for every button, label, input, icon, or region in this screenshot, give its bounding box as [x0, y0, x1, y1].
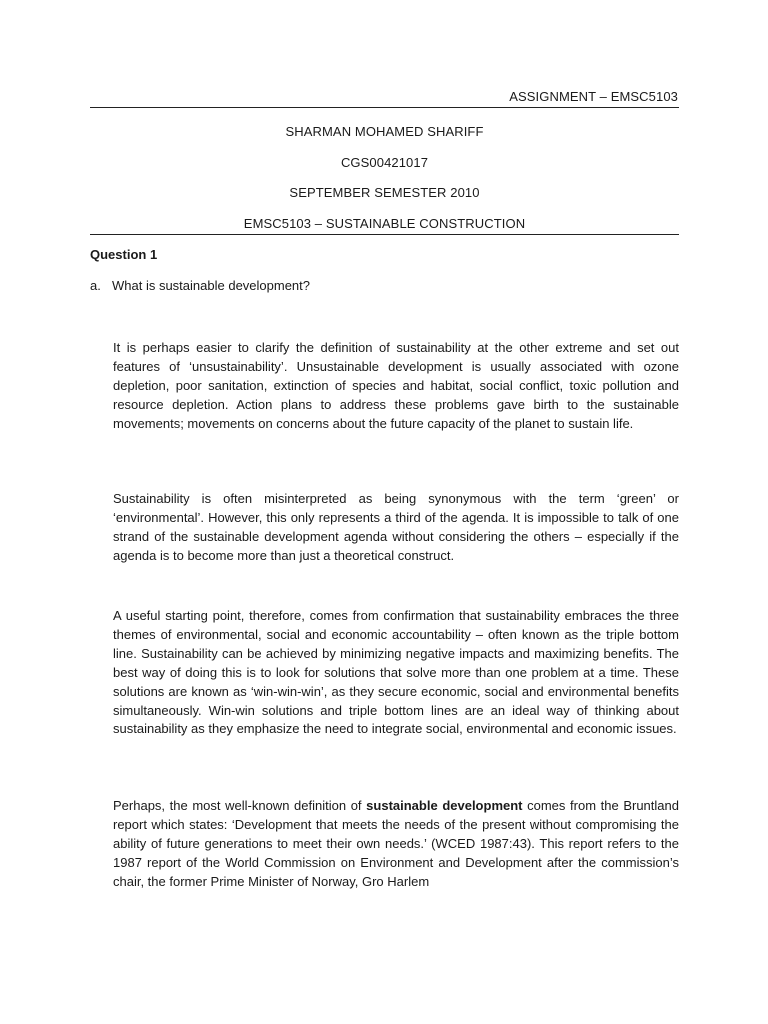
header-divider-top: [90, 107, 679, 108]
question-marker: a.: [90, 278, 101, 293]
paragraph-4-intro: Perhaps, the most well-known definition of: [113, 798, 367, 813]
paragraph-4-rest: comes from the Bruntland report which states: ‘Development that meets the needs of the present without compromising the ability of future generations to meet their own needs.’ (WCED 1987:43). This report refers to the 1987 report of the World Commission on Environment and Development after the commission’s chair, the former Prime Minister of Norway, Gro Harlem: [113, 798, 679, 889]
header-divider-bottom: [90, 234, 679, 235]
course-title: EMSC5103 – SUSTAINABLE CONSTRUCTION: [243, 216, 526, 231]
paragraph-2: Sustainability is often misinterpreted as being synonymous with the term ‘green’ or ‘environmental’. However, this only represents a third of the agenda. It is impossible to talk of one strand of the sustainable development agenda without considering the others – especially if the agenda is to become more than just a theoretical construct.: [113, 491, 679, 563]
paragraph-4-term: sustainable development: [366, 798, 523, 813]
student-id: CGS00421017: [340, 155, 429, 170]
question-item: [90, 278, 310, 293]
semester: SEPTEMBER SEMESTER 2010: [289, 185, 480, 200]
student-name: SHARMAN MOHAMED SHARIFF: [285, 124, 484, 139]
question-heading: Question 1: [90, 247, 158, 262]
paragraph-4: [113, 797, 679, 892]
paragraph-3: A useful starting point, therefore, comes from confirmation that sustainability embraces the three themes of environmental, social and economic accountability – often known as the triple bottom line. Sustainability can be achieved by minimizing negative impacts and maximizing benefits. The best way of doing this is to look for solutions that solve more than one problem at a time. These solutions are known as ‘win-win-win’, as they secure economic, social and environmental benefits simultaneously. Win-win solutions and triple bottom lines are an ideal way of thinking about sustainability as they emphasize the need to integrate social, environmental and economic issues.: [113, 608, 679, 737]
paragraph-1: It is perhaps easier to clarify the definition of sustainability at the other extreme and set out features of ‘unsustainability’. Unsustainable development is usually associated with ozone depletion, poor sanitation, extinction of species and habitat, social conflict, toxic pollution and resource depletion. Action plans to address these problems gave birth to the sustainable movements; movements on concerns about the future capacity of the planet to sustain life.: [113, 340, 679, 431]
assignment-header: ASSIGNMENT – EMSC5103: [509, 89, 678, 104]
question-text: What is sustainable development?: [112, 278, 311, 293]
